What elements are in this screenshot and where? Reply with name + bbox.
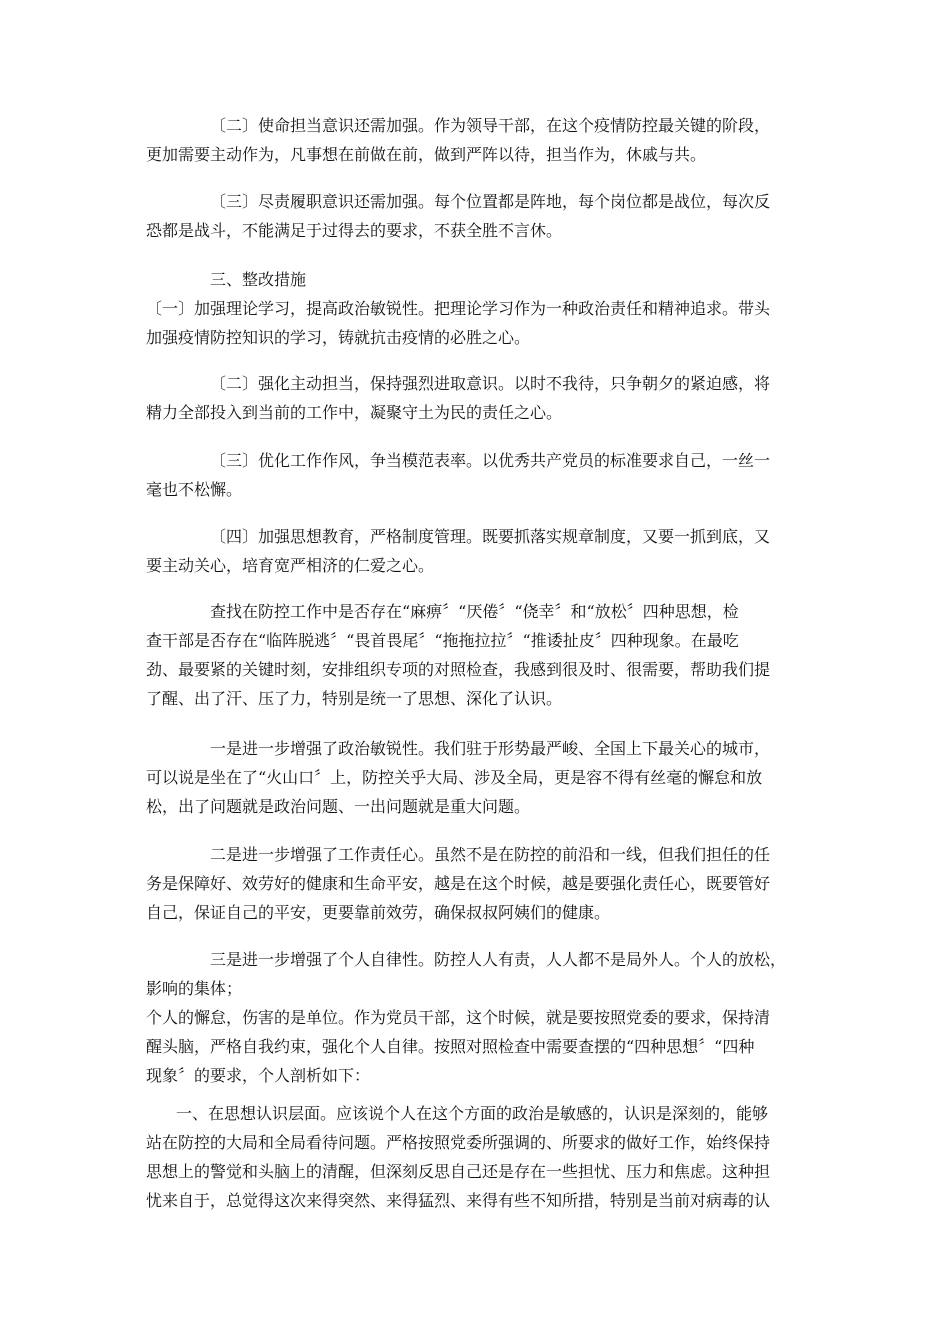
text-line: 一是进一步增强了政治敏锐性。我们驻于形势最严峻、全国上下最关心的城市， (210, 739, 771, 758)
section-heading: 三、整改措施 (210, 270, 307, 289)
text-line: 毫也不松懈。 (146, 480, 243, 499)
text-line: 恐都是战斗，不能满足于过得去的要求，不获全胜不言休。 (146, 221, 563, 240)
text-line: 劲、最要紧的关键时刻，安排组织专项的对照检查，我感到很及时、很需要，帮助我们提 (146, 660, 771, 679)
paragraph-political (146, 734, 806, 821)
text-line: 一、在思想认识层面。应该说个人在这个方面的政治是敏感的，认识是深刻的，能够 (176, 1104, 769, 1123)
text-line: 自己，保证自己的平安，更要靠前效劳，确保叔叔阿姨们的健康。 (146, 903, 611, 922)
text-line: 查干部是否存在“临阵脱逃〞“畏首畏尾〞“拖拖拉拉〞“推诿扯皮〞四种现象。在最吃 (146, 631, 739, 650)
paragraph-thought-level (146, 1099, 806, 1215)
paragraph-duty (146, 187, 806, 245)
text-line: 松，出了问题就是政治问题、一出问题就是重大问题。 (146, 797, 531, 816)
text-line: 〔三〕尽责履职意识还需加强。每个位置都是阵地，每个岗位都是战位，每次反 (210, 192, 771, 211)
text-line: 要主动关心，培育宽严相济的仁爱之心。 (146, 556, 435, 575)
text-line: 〔二〕强化主动担当，保持强烈进取意识。以时不我待，只争朝夕的紧迫感，将 (210, 374, 771, 393)
paragraph-inspection (146, 597, 806, 713)
paragraph-measures (146, 265, 806, 352)
text-line: 〔四〕加强思想教育，严格制度管理。既要抓落实规章制度，又要一抓到底，又 (210, 527, 771, 546)
text-line: 二是进一步增强了工作责任心。虽然不是在防控的前沿和一线，但我们担任的任 (210, 845, 771, 864)
text-line: 现象〞的要求，个人剖析如下： (146, 1066, 371, 1085)
paragraph-self-discipline (146, 945, 806, 1090)
text-line: 更加需要主动作为，凡事想在前做在前，做到严阵以待，担当作为，休戚与共。 (146, 145, 707, 164)
text-line: 思想上的警觉和头脑上的清醒，但深刻反思自己还是存在一些担忧、压力和焦虑。这种担 (146, 1162, 771, 1181)
paragraph-responsibility (146, 840, 806, 927)
text-line: 〔一〕加强理论学习，提高政治敏锐性。把理论学习作为一种政治责任和精神追求。带头 (146, 299, 771, 318)
text-line: 加强疫情防控知识的学习，铸就抗击疫情的必胜之心。 (146, 328, 531, 347)
text-line: 查找在防控工作中是否存在“麻痹〞“厌倦〞“侥幸〞和“放松〞四种思想，检 (210, 602, 739, 621)
text-line: 了醒、出了汗、压了力，特别是统一了思想、深化了认识。 (146, 689, 563, 708)
text-line: 精力全部投入到当前的工作中，凝聚守土为民的责任之心。 (146, 403, 563, 422)
text-line: 影响的集体； (146, 979, 243, 998)
text-line: 〔二〕使命担当意识还需加强。作为领导干部，在这个疫情防控最关键的阶段， (210, 116, 771, 135)
text-line: 忧来自于，总觉得这次来得突然、来得猛烈、来得有些不知所措，特别是当前对病毒的认 (146, 1191, 771, 1210)
paragraph-education (146, 522, 806, 580)
text-line: 务是保障好、效劳好的健康和生命平安，越是在这个时候，越是要强化责任心，既要管好 (146, 874, 771, 893)
text-line: 个人的懈怠，伤害的是单位。作为党员干部，这个时候，就是要按照党委的要求，保持清 (146, 1008, 771, 1027)
text-line: 站在防控的大局和全局看待问题。严格按照党委所强调的、所要求的做好工作，始终保持 (146, 1133, 771, 1152)
paragraph-mission (146, 111, 806, 169)
text-line: 醒头脑，严格自我约束，强化个人自律。按照对照检查中需要查摆的“四种思想〞“四种 (146, 1037, 755, 1056)
paragraph-initiative (146, 369, 806, 427)
text-line: 三是进一步增强了个人自律性。防控人人有责，人人都不是局外人。个人的放松， (210, 950, 787, 969)
paragraph-work-style (146, 446, 806, 504)
text-line: 可以说是坐在了“火山口〞上，防控关乎大局、涉及全局，更是容不得有丝毫的懈怠和放 (146, 768, 763, 787)
text-line: 〔三〕优化工作作风，争当模范表率。以优秀共产党员的标准要求自己，一丝一 (210, 451, 771, 470)
